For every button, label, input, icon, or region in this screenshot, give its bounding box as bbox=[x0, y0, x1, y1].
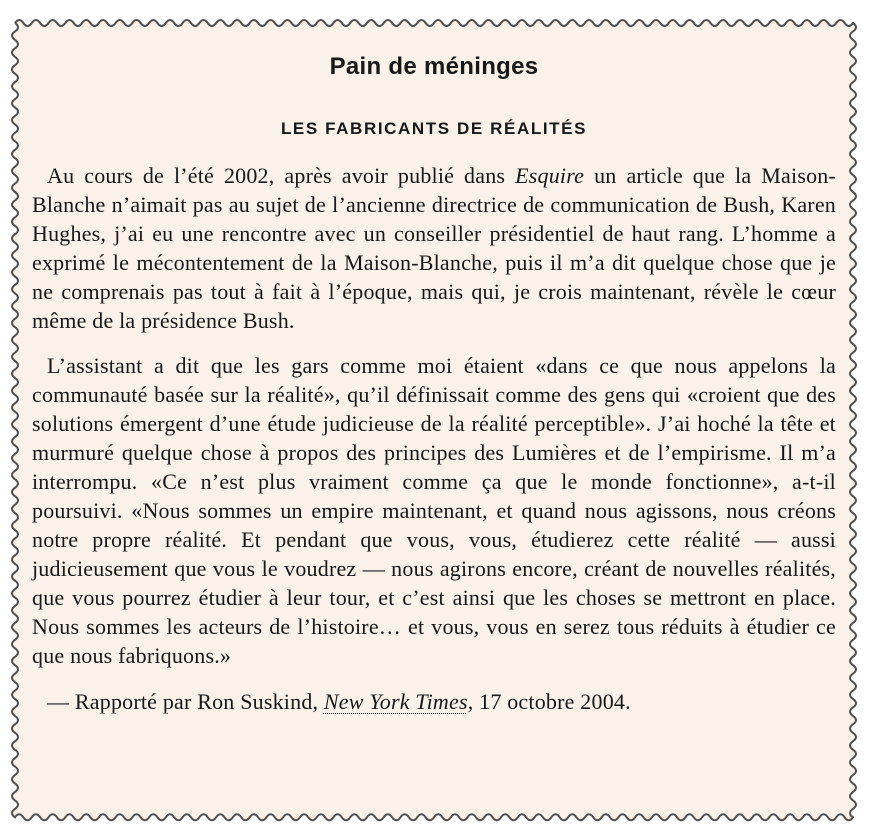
publication-name: Esquire bbox=[515, 163, 585, 188]
paragraph bbox=[32, 351, 836, 670]
text-run: un article que la Maison-Blanche n’aimait pas au sujet de l’ancienne directrice de communication de Bush, Karen Hughes, j’ai eu une rencontre avec un conseiller présidentiel de haut rang. L’homme a exprimé le mécontentement de la Maison-Blanche, puis il m’a dit quelque chose que je ne comprenais pas tout à fait à l’époque, mais qui, je crois maintenant, révèle le cœur même de la présidence Bush. bbox=[32, 163, 837, 333]
page-content bbox=[32, 23, 836, 716]
text-run: , 17 octobre 2004. bbox=[467, 689, 631, 714]
paragraph bbox=[32, 161, 836, 335]
text-run: L’assistant a dit que les gars comme moi étaient «dans ce que nous appelons la communauté basée sur la réalité», qu’il définissait comme des gens qui «croient que des solutions émergent d’une étude judicieuse de la réalité perceptible». J’ai hoché la tête et murmuré quelque chose à propos des principes des Lumières et de l’empirisme. Il m’a interrompu. «Ce n’est plus vraiment comme ça que le monde fonctionne», a-t-il poursuivi. «Nous sommes un empire maintenant, et quand nous agissons, nous créons notre propre réalité. Et pendant que vous, vous, étudierez cette réalité — aussi judicieusement que vous le voudrez — nous agirons encore, créant de nouvelles réalités, que vous pourrez étudier à leur tour, et c’est ainsi que les choses se mettront en place. Nous sommes les acteurs de l’histoire… et vous, vous en serez tous réduits à étudier ce que nous fabriquons.» bbox=[32, 353, 836, 668]
attribution-line bbox=[32, 687, 836, 716]
reference-link[interactable]: New York Times bbox=[323, 689, 468, 714]
article-body bbox=[32, 161, 836, 670]
text-run: Au cours de l’été 2002, après avoir publié dans bbox=[47, 163, 516, 188]
text-run: — Rapporté par Ron Suskind, bbox=[47, 689, 324, 714]
section-heading: LES FABRICANTS DE RÉALITÉS bbox=[280, 119, 588, 138]
page-title: Pain de méninges bbox=[329, 53, 539, 80]
